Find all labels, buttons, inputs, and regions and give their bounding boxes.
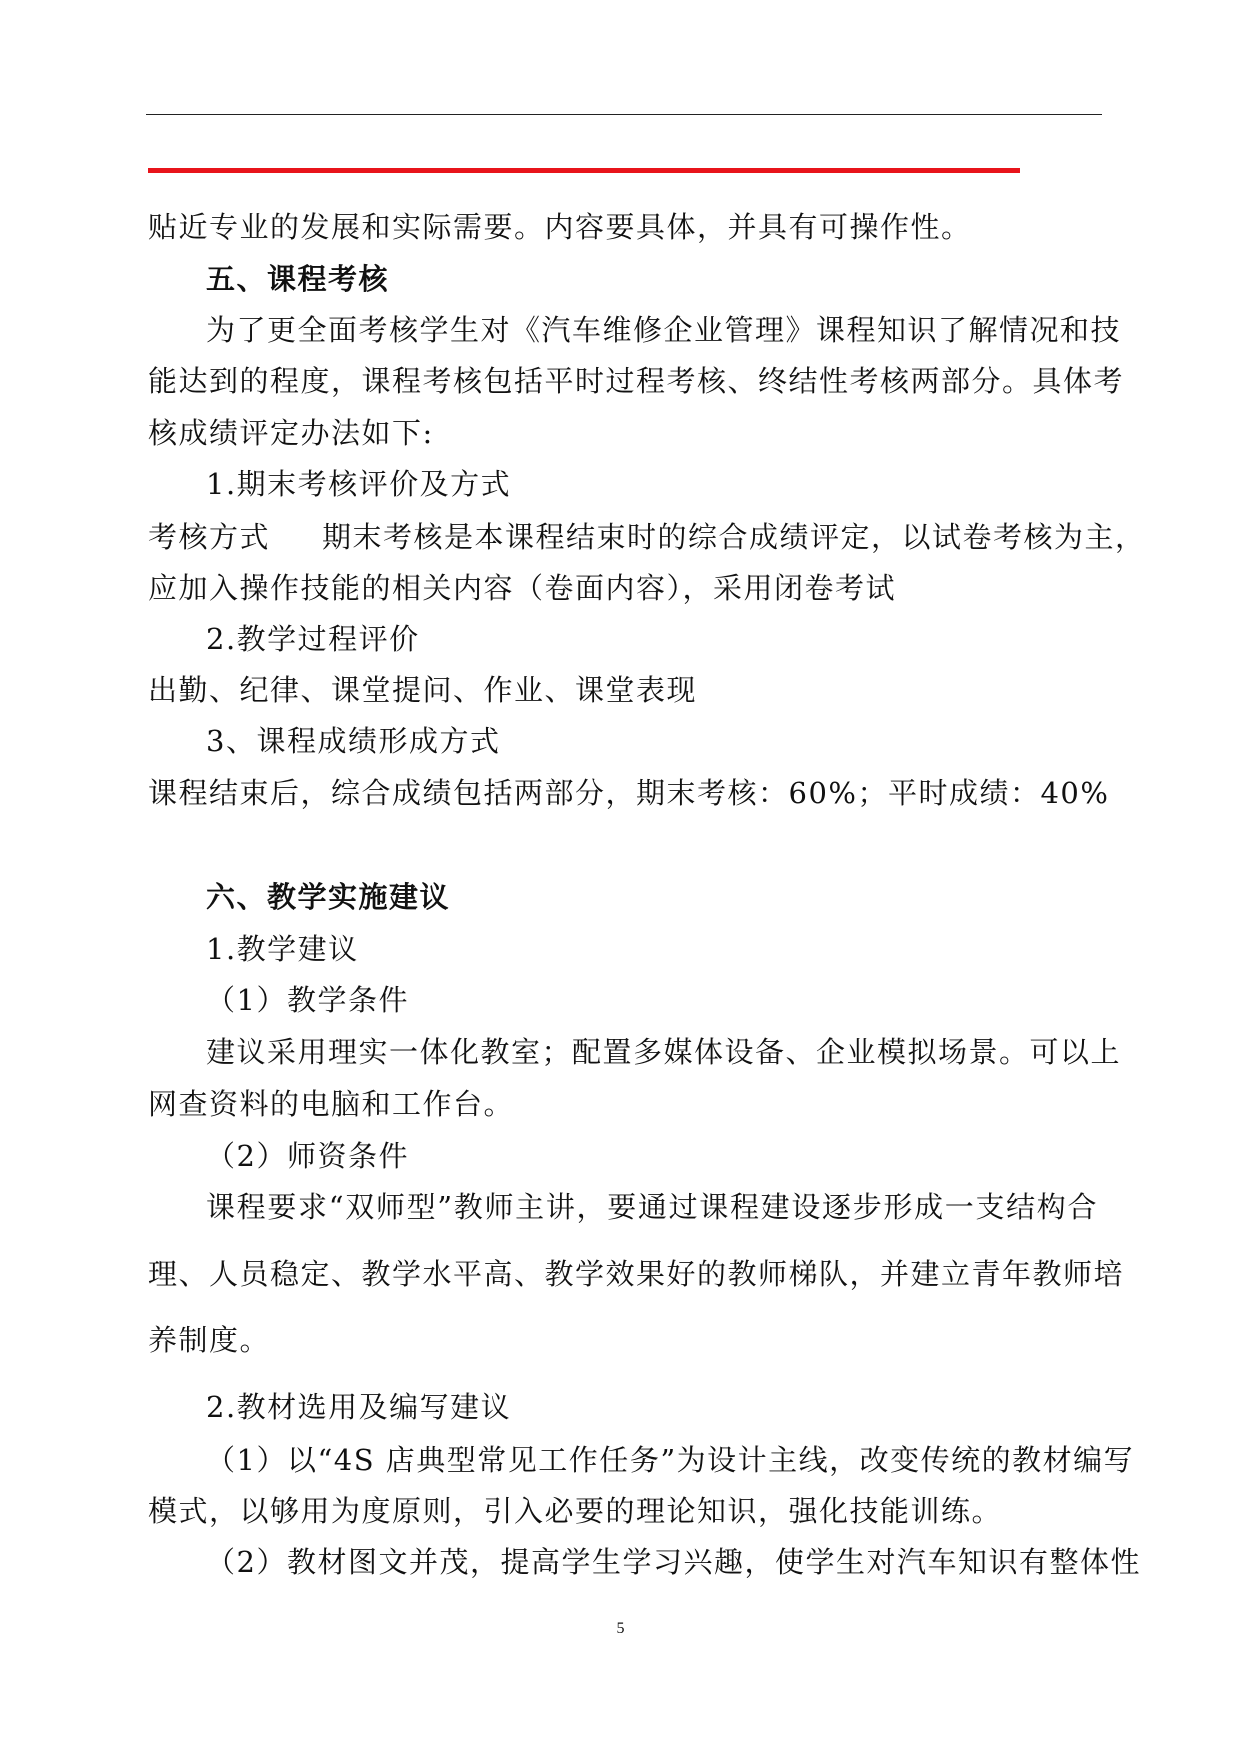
label-text: 考核方式 bbox=[148, 520, 271, 554]
paragraph-line: 网查资料的电脑和工作台。 bbox=[148, 1087, 515, 1121]
paragraph-line: 建议采用理实一体化教室；配置多媒体设备、企业模拟场景。可以上 bbox=[206, 1035, 1122, 1069]
paragraph-line: （1）以“4S 店典型常见工作任务”为设计主线，改变传统的教材编写 bbox=[206, 1443, 1135, 1477]
subheading: （1）教学条件 bbox=[206, 983, 409, 1017]
paragraph-line: 模式，以够用为度原则，引入必要的理论知识，强化技能训练。 bbox=[148, 1494, 1003, 1528]
subheading: 2.教学过程评价 bbox=[206, 622, 420, 656]
paragraph-line: 课程结束后，综合成绩包括两部分，期末考核：60%；平时成绩：40% bbox=[148, 776, 1110, 810]
paragraph-line: 理、人员稳定、教学水平高、教学效果好的教师梯队，并建立青年教师培 bbox=[148, 1257, 1125, 1291]
paragraph-line: 贴近专业的发展和实际需要。内容要具体，并具有可操作性。 bbox=[148, 210, 972, 244]
paragraph-line: 应加入操作技能的相关内容（卷面内容），采用闭卷考试 bbox=[148, 571, 897, 605]
paragraph-line: 核成绩评定办法如下: bbox=[148, 416, 434, 450]
paragraph-line: 出勤、纪律、课堂提问、作业、课堂表现 bbox=[148, 673, 698, 707]
subheading: 1.教学建议 bbox=[206, 932, 359, 966]
paragraph-line: 为了更全面考核学生对《汽车维修企业管理》课程知识了解情况和技 bbox=[206, 313, 1122, 347]
subheading: 1.期末考核评价及方式 bbox=[206, 467, 512, 501]
paragraph-line: 期末考核是本课程结束时的综合成绩评定，以试卷考核为主， bbox=[322, 520, 1146, 554]
page-number: 5 bbox=[616, 1620, 625, 1637]
section-heading-6: 六、教学实施建议 bbox=[206, 880, 451, 914]
paragraph-line: 能达到的程度，课程考核包括平时过程考核、终结性考核两部分。具体考 bbox=[148, 364, 1125, 398]
header-red-bar bbox=[148, 168, 1020, 173]
paragraph-line: （2）教材图文并茂，提高学生学习兴趣，使学生对汽车知识有整体性 bbox=[206, 1545, 1141, 1579]
paragraph-line: 课程要求“双师型”教师主讲，要通过课程建设逐步形成一支结构合 bbox=[206, 1190, 1098, 1224]
header-rule bbox=[146, 114, 1102, 115]
subheading: 3、课程成绩形成方式 bbox=[206, 724, 501, 758]
paragraph-line: 养制度。 bbox=[148, 1323, 271, 1357]
subheading: （2）师资条件 bbox=[206, 1139, 409, 1173]
subheading: 2.教材选用及编写建议 bbox=[206, 1390, 512, 1424]
section-heading-5: 五、课程考核 bbox=[206, 262, 390, 296]
